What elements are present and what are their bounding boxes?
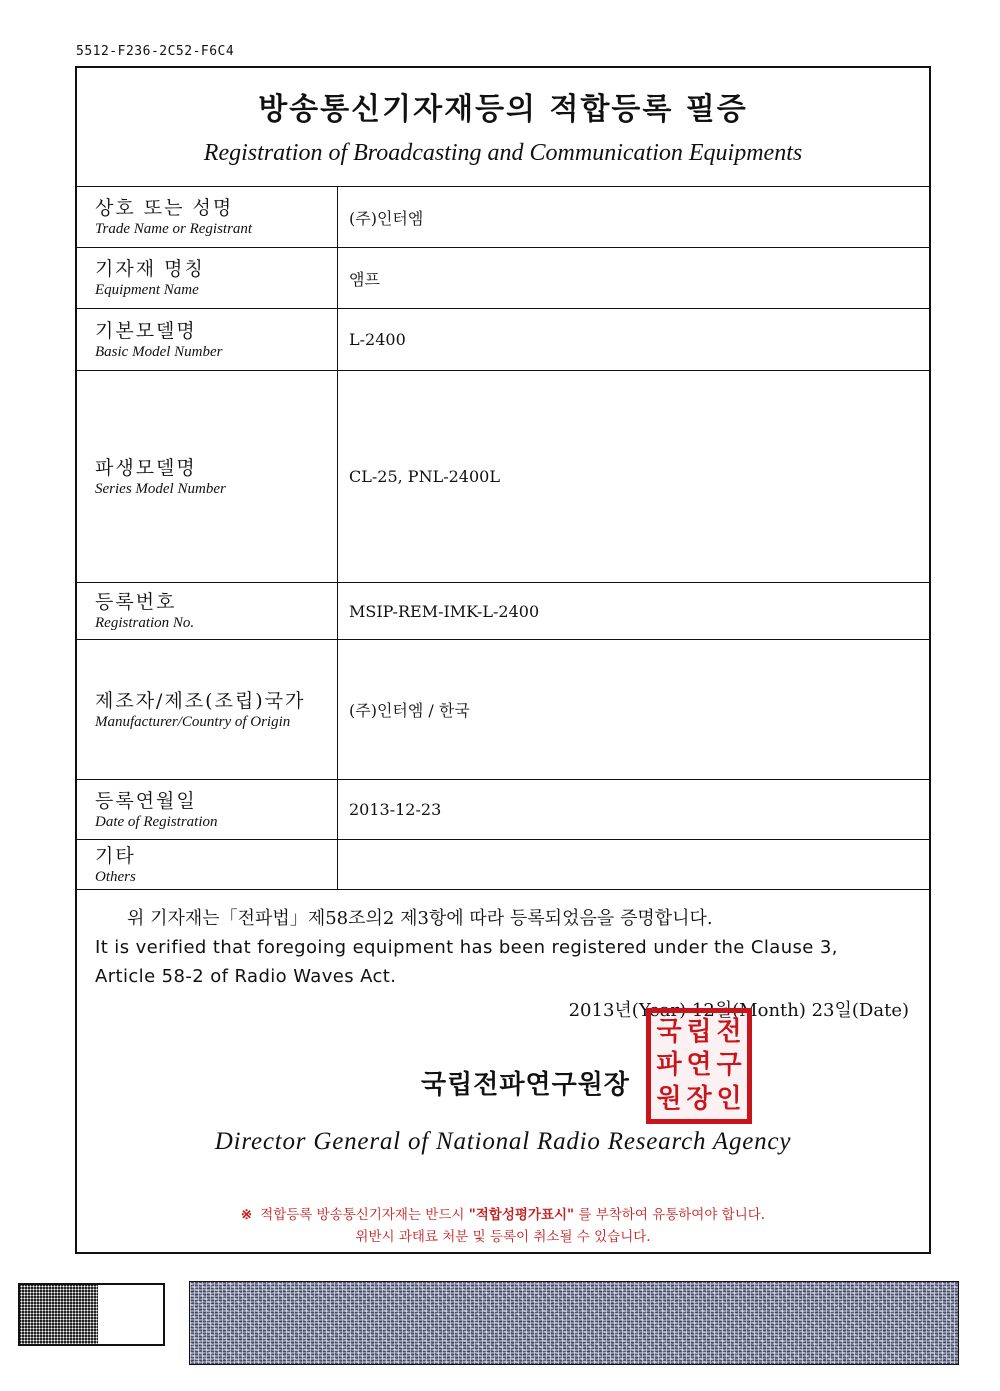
document-id: 5512-F236-2C52-F6C4 <box>76 44 235 59</box>
statement-ko: 위 기자재는「전파법」제58조의2 제3항에 따라 등록되었음을 증명합니다. <box>127 908 713 929</box>
field-value-trade-name: (주)인터엠 <box>349 208 424 228</box>
field-label-en: Date of Registration <box>95 813 218 830</box>
seal-char: 원 <box>656 1083 682 1114</box>
field-label-en: Manufacturer/Country of Origin <box>95 713 291 730</box>
field-label-en: Trade Name or Registrant <box>95 221 253 237</box>
field-row-registration-date <box>77 779 929 839</box>
field-row-equipment-name <box>77 247 929 308</box>
field-value-others <box>339 840 929 889</box>
issue-date: 2013년(Year) 12월(Month) 23일(Date) <box>568 1000 909 1021</box>
notice-line1-post: 를 부착하여 유통하여야 합니다. <box>578 1207 766 1223</box>
certificate <box>75 66 931 1254</box>
field-label-en: Basic Model Number <box>95 343 223 360</box>
security-barcode-pattern <box>189 1281 959 1365</box>
security-dot-pattern <box>20 1285 98 1344</box>
field-value-equipment-name: 앰프 <box>349 269 380 289</box>
field-row-others <box>77 839 929 890</box>
field-label-ko: 기타 <box>95 844 136 867</box>
statement-en-line2: Article 58-2 of Radio Waves Act. <box>95 966 397 987</box>
seal-char: 국 <box>656 1017 682 1047</box>
seal-char: 인 <box>716 1083 742 1114</box>
notice-line1 <box>77 1204 929 1226</box>
field-label <box>77 840 338 889</box>
notice-mark: ※ <box>240 1207 253 1223</box>
field-value-basic-model: L-2400 <box>349 330 406 349</box>
field-label-en: Series Model Number <box>95 480 226 497</box>
director-title-ko: 국립전파연구원장 <box>421 1070 630 1100</box>
field-row-trade-name <box>77 186 929 247</box>
seal-char: 파 <box>656 1050 682 1081</box>
field-row-series-model <box>77 370 929 582</box>
seal-char: 전 <box>716 1017 742 1047</box>
seal-char: 립 <box>686 1017 712 1047</box>
field-label-ko: 기본모델명 <box>95 319 197 342</box>
official-seal <box>646 1008 752 1124</box>
field-label <box>77 248 338 308</box>
seal-char: 연 <box>686 1050 712 1081</box>
field-label-ko: 제조자/제조(조립)국가 <box>95 689 306 712</box>
field-value-registration-no: MSIP-REM-IMK-L-2400 <box>349 601 540 621</box>
field-value-manufacturer: (주)인터엠 / 한국 <box>349 701 470 720</box>
field-label-ko: 기자재 명칭 <box>95 258 205 280</box>
field-row-basic-model <box>77 308 929 370</box>
field-label-ko: 상호 또는 성명 <box>95 197 234 219</box>
field-row-registration-no <box>77 582 929 639</box>
field-label <box>77 780 338 839</box>
field-label-ko: 등록연월일 <box>95 789 197 812</box>
field-label <box>77 583 338 639</box>
notice-highlight: "적합성평가표시" <box>468 1207 575 1223</box>
field-label-ko: 파생모델명 <box>95 456 197 479</box>
field-label-en: Equipment Name <box>95 282 199 298</box>
security-pattern-box <box>18 1283 165 1346</box>
seal-char: 구 <box>716 1050 742 1081</box>
seal-char: 장 <box>686 1083 712 1114</box>
certification-statement <box>95 904 911 991</box>
compliance-notice <box>77 1204 929 1248</box>
field-label <box>77 187 338 247</box>
certificate-title-ko: 방송통신기자재등의 적합등록 필증 <box>258 92 748 127</box>
field-label <box>77 640 338 779</box>
field-label-en: Others <box>95 868 136 885</box>
statement-en-line1: It is verified that foregoing equipment has been registered under the Clause 3, <box>95 937 838 958</box>
field-row-manufacturer <box>77 639 929 779</box>
field-value-registration-date: 2013-12-23 <box>349 800 442 819</box>
notice-line2: 위반시 과태료 처분 및 등록이 취소될 수 있습니다. <box>355 1229 651 1245</box>
director-title-en: Director General of National Radio Research Agency <box>214 1128 792 1155</box>
certificate-title-en: Registration of Broadcasting and Communication Equipments <box>203 140 803 166</box>
field-label-en: Registration No. <box>95 615 195 631</box>
field-label <box>77 371 338 582</box>
field-value-series-model: CL-25, PNL-2400L <box>349 467 500 486</box>
notice-line1-pre: 적합등록 방송통신기자재는 반드시 <box>260 1207 465 1223</box>
field-label-ko: 등록번호 <box>95 591 177 613</box>
field-label <box>77 309 338 370</box>
